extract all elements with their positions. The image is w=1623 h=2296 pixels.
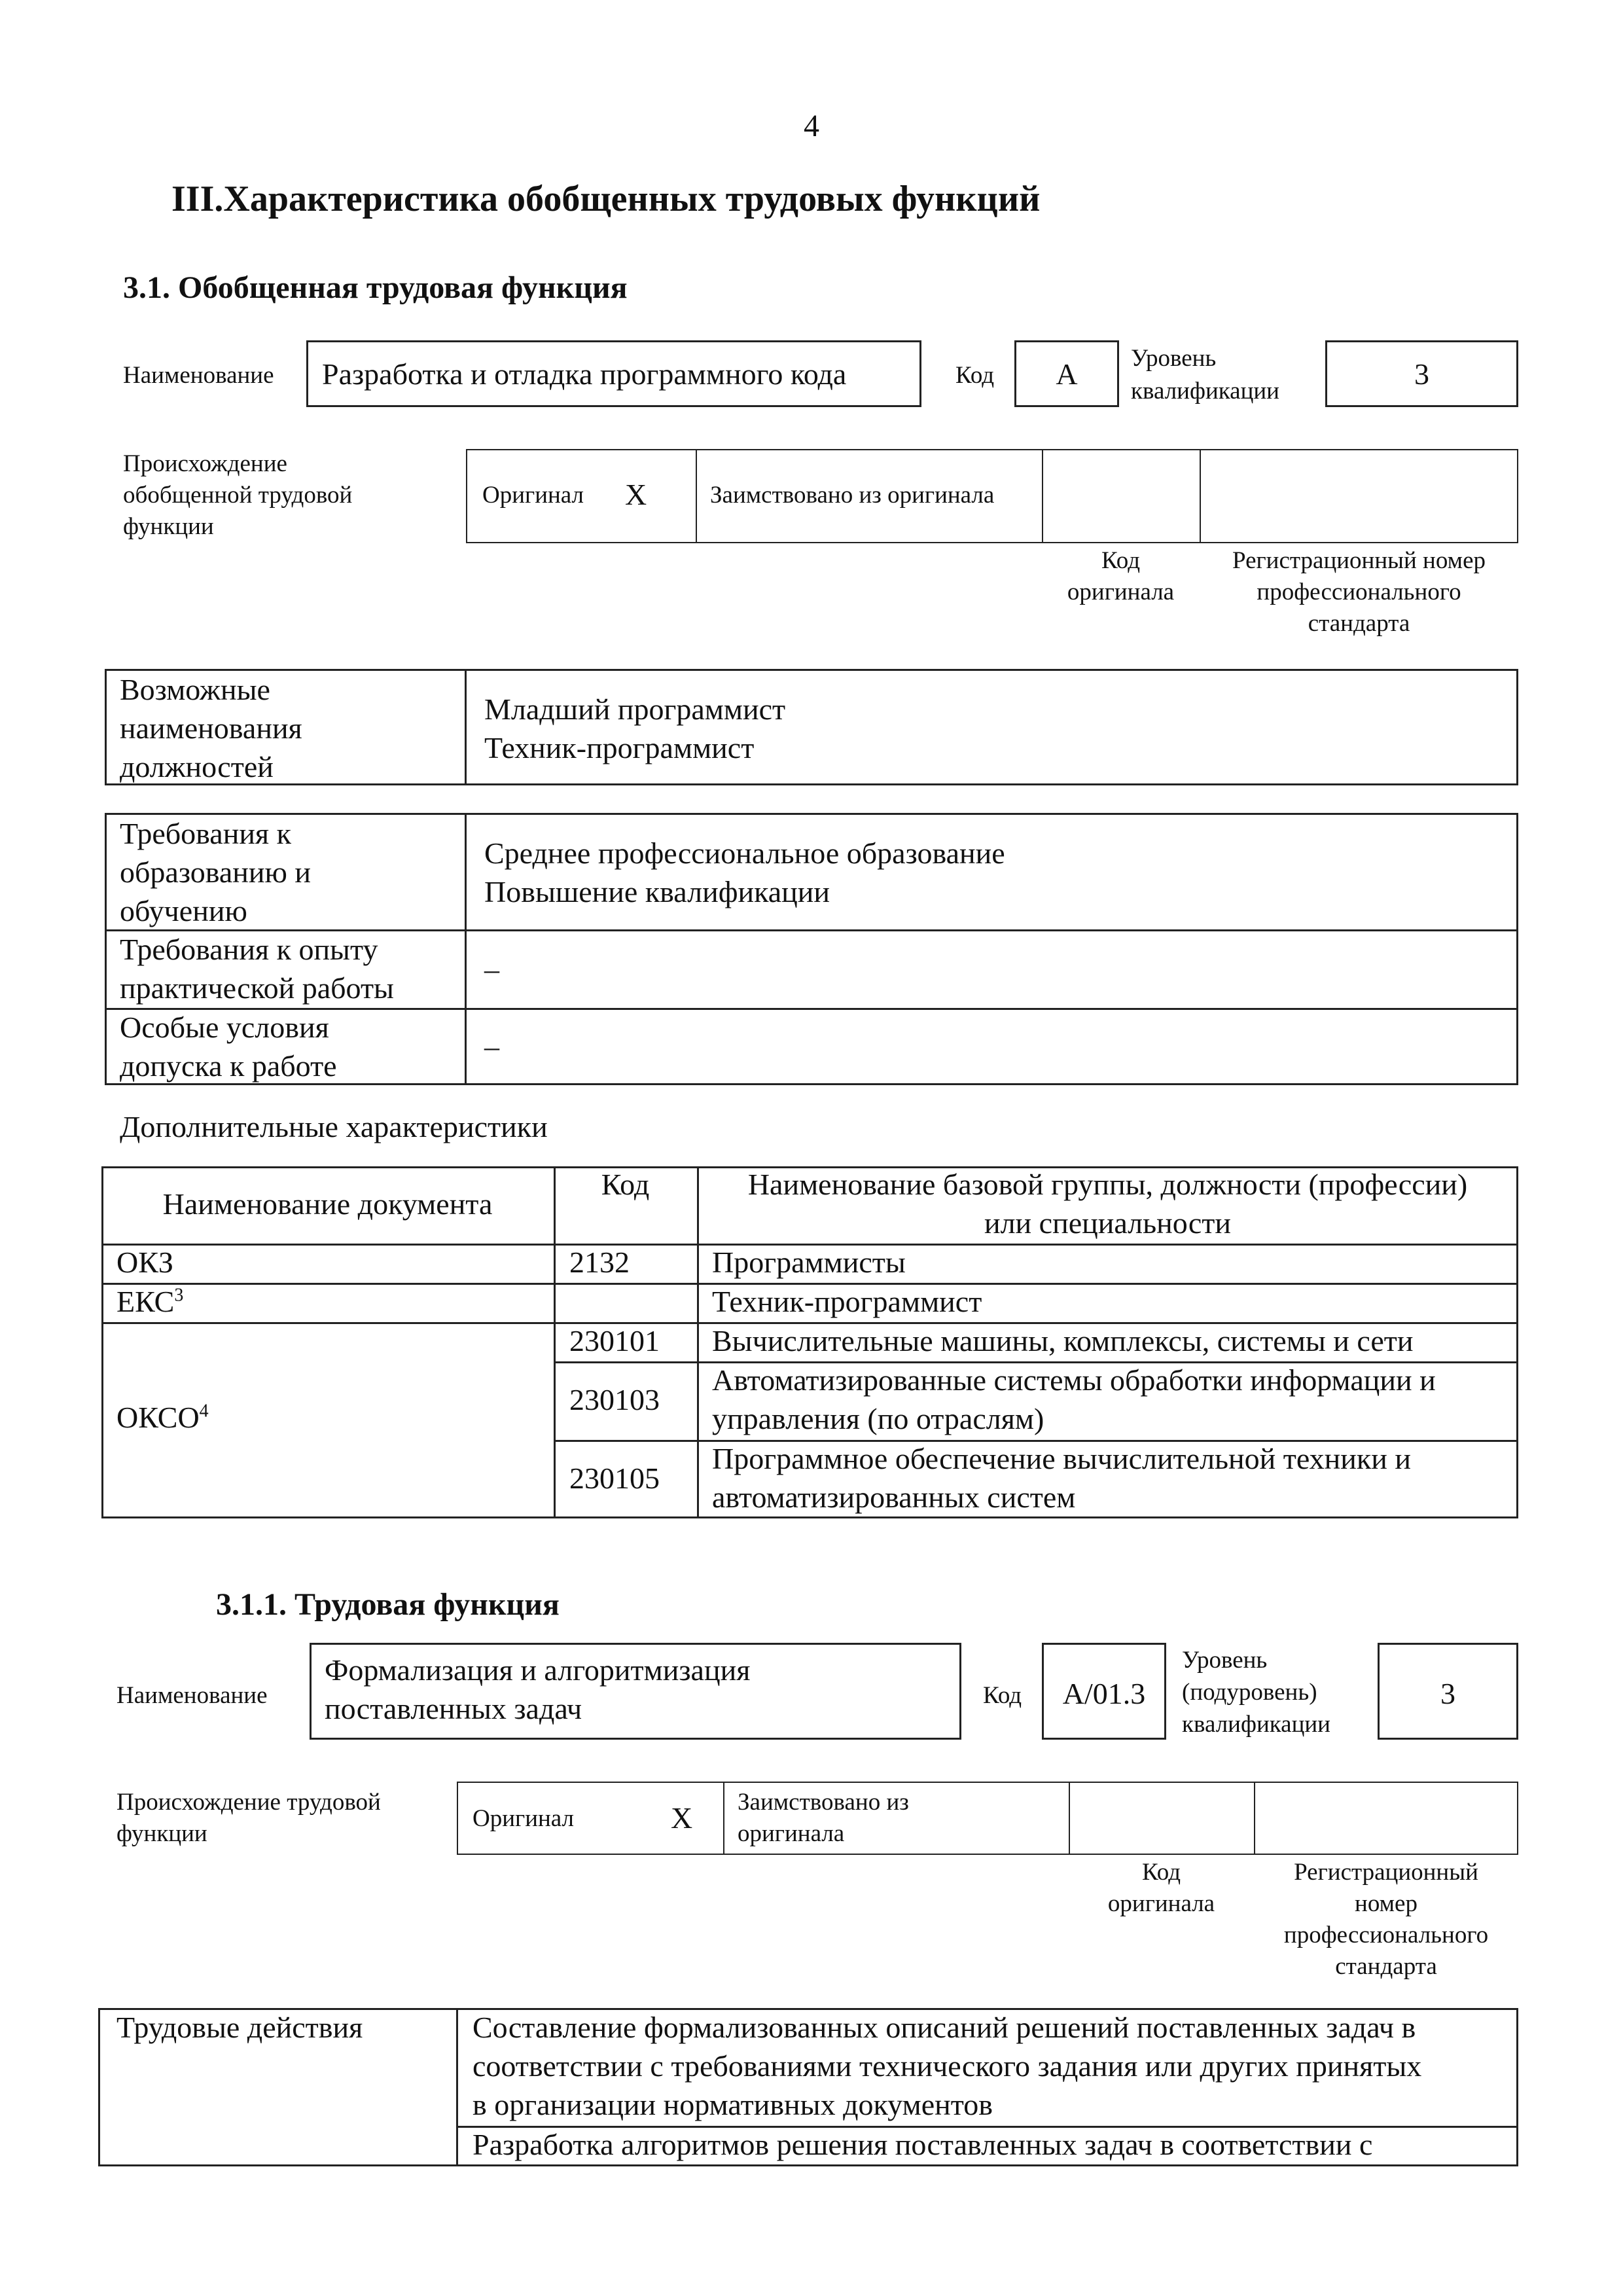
gtf-level-label-2: квалификации bbox=[1131, 378, 1279, 404]
tf-original-mark: X bbox=[671, 1801, 693, 1835]
gtf-name-label: Наименование bbox=[123, 362, 274, 389]
tf-reg-caption-1: Регистрационный bbox=[1294, 1859, 1478, 1886]
tf-name-value-2: поставленных задач bbox=[325, 1692, 582, 1725]
gtf-reg-caption-1: Регистрационный номер bbox=[1232, 547, 1486, 574]
actions-item-2-line-1: Разработка алгоритмов решения поставленных задач в соответствии с bbox=[473, 2128, 1373, 2161]
actions-item-1-line-2: соответствии с требованиями технического задания или других принятых bbox=[473, 2049, 1422, 2083]
gtf-borrowed-label: Заимствовано из оригинала bbox=[710, 482, 995, 509]
gtf-name-value: Разработка и отладка программного кода bbox=[322, 357, 847, 391]
tf-code-label: Код bbox=[983, 1682, 1022, 1709]
req-edu-label-1: Требования к bbox=[120, 817, 291, 850]
actions-item-1-line-1: Составление формализованных описаний решений поставленных задач в bbox=[473, 2011, 1416, 2044]
additional-header-name-2: или специальности bbox=[984, 1206, 1232, 1240]
actions-item-1-line-3: в организации нормативных документов bbox=[473, 2088, 993, 2121]
req-edu-value-2: Повышение квалификации bbox=[484, 875, 830, 908]
page-number: 4 bbox=[804, 109, 819, 143]
additional-header-doc: Наименование документа bbox=[162, 1187, 493, 1221]
gtf-origin-label-2: обобщенной трудовой bbox=[123, 482, 353, 509]
okz-code: 2132 bbox=[569, 1246, 630, 1279]
req-cond-value: – bbox=[484, 1030, 499, 1063]
tf-level-label-1: Уровень bbox=[1182, 1647, 1268, 1674]
req-cond-label-1: Особые условия bbox=[120, 1011, 329, 1044]
okso-row-3-name-1: Программное обеспечение вычислительной техники и bbox=[712, 1442, 1411, 1475]
tf-level-value: 3 bbox=[1440, 1677, 1455, 1710]
okso-row-3-code: 230105 bbox=[569, 1462, 660, 1495]
gtf-original-mark: X bbox=[625, 478, 647, 511]
eks-doc bbox=[116, 1285, 183, 1319]
positions-label-3: должностей bbox=[120, 750, 274, 783]
tf-reg-caption-3: профессионального bbox=[1283, 1922, 1489, 1948]
okso-row-2-code: 230103 bbox=[569, 1383, 660, 1416]
gtf-level-label-1: Уровень bbox=[1131, 345, 1217, 372]
tf-borrowed-label-2: оригинала bbox=[738, 1820, 845, 1847]
okso-row-2-name-2: управления (по отраслям) bbox=[712, 1402, 1044, 1435]
gtf-reg-caption-2: профессионального bbox=[1257, 579, 1461, 605]
okso-footnote-mark: 4 bbox=[199, 1401, 209, 1422]
okz-name: Программисты bbox=[712, 1246, 906, 1279]
req-exp-label-2: практической работы bbox=[120, 971, 394, 1005]
gtf-heading: 3.1. Обобщенная трудовая функция bbox=[123, 270, 628, 305]
gtf-level-value: 3 bbox=[1414, 357, 1429, 391]
gtf-orig-code-caption-1: Код bbox=[1101, 547, 1141, 574]
gtf-origin-label-3: функции bbox=[123, 513, 214, 540]
positions-value-2: Техник-программист bbox=[484, 731, 755, 764]
tf-orig-code-caption-2: оригинала bbox=[1107, 1890, 1215, 1917]
tf-code-value: A/01.3 bbox=[1062, 1677, 1146, 1710]
req-cond-label-2: допуска к работе bbox=[120, 1049, 337, 1083]
okz-doc: ОКЗ bbox=[116, 1246, 173, 1279]
tf-heading: 3.1.1. Трудовая функция bbox=[216, 1587, 560, 1622]
okso-doc bbox=[116, 1401, 209, 1435]
tf-origin-label-2: функции bbox=[116, 1820, 207, 1847]
positions-label-1: Возможные bbox=[120, 673, 270, 706]
req-exp-label-1: Требования к опыту bbox=[120, 933, 378, 966]
tf-reg-caption-4: стандарта bbox=[1335, 1953, 1437, 1980]
okso-row-1-code: 230101 bbox=[569, 1324, 660, 1357]
tf-reg-caption-2: номер bbox=[1355, 1890, 1418, 1917]
req-edu-label-3: обучению bbox=[120, 894, 247, 927]
tf-level-label-2: (подуровень) bbox=[1182, 1679, 1317, 1706]
positions-value-1: Младший программист bbox=[484, 692, 786, 726]
eks-doc-text: ЕКС bbox=[116, 1285, 175, 1318]
tf-name-label: Наименование bbox=[116, 1682, 268, 1709]
req-edu-label-2: образованию и bbox=[120, 855, 311, 889]
okso-row-3-name-2: автоматизированных систем bbox=[712, 1480, 1076, 1514]
tf-name-value-1: Формализация и алгоритмизация bbox=[325, 1653, 751, 1687]
additional-header-name-1: Наименование базовой группы, должности (профессии) bbox=[747, 1168, 1468, 1201]
eks-name: Техник-программист bbox=[712, 1285, 982, 1318]
actions-label: Трудовые действия bbox=[116, 2011, 363, 2044]
req-exp-value: – bbox=[484, 952, 499, 986]
tf-borrowed-label-1: Заимствовано из bbox=[738, 1789, 909, 1816]
tf-original-label: Оригинал bbox=[473, 1805, 575, 1832]
tf-origin-table bbox=[457, 1782, 1518, 1855]
gtf-code-value: A bbox=[1056, 357, 1078, 391]
gtf-reg-caption-3: стандарта bbox=[1308, 610, 1410, 637]
okso-doc-text: ОКСО bbox=[116, 1401, 200, 1434]
req-edu-value-1: Среднее профессиональное образование bbox=[484, 836, 1005, 870]
tf-orig-code-caption-1: Код bbox=[1141, 1859, 1181, 1886]
tf-origin-label-1: Происхождение трудовой bbox=[116, 1789, 381, 1816]
additional-title: Дополнительные характеристики bbox=[120, 1110, 548, 1143]
additional-header-code: Код bbox=[601, 1168, 650, 1201]
tf-level-label-3: квалификации bbox=[1182, 1711, 1330, 1738]
gtf-orig-code-caption-2: оригинала bbox=[1067, 579, 1175, 605]
gtf-original-label: Оригинал bbox=[482, 482, 584, 509]
gtf-origin-label-1: Происхождение bbox=[123, 450, 287, 477]
section-title: III.Характеристика обобщенных трудовых функций bbox=[171, 179, 1041, 219]
positions-table bbox=[105, 669, 1518, 785]
positions-label-2: наименования bbox=[120, 711, 302, 745]
eks-footnote-mark: 3 bbox=[174, 1285, 184, 1306]
okso-row-2-name-1: Автоматизированные системы обработки информации и bbox=[712, 1363, 1436, 1397]
okso-row-1-name: Вычислительные машины, комплексы, системы и сети bbox=[712, 1324, 1414, 1357]
gtf-code-label: Код bbox=[955, 362, 995, 389]
